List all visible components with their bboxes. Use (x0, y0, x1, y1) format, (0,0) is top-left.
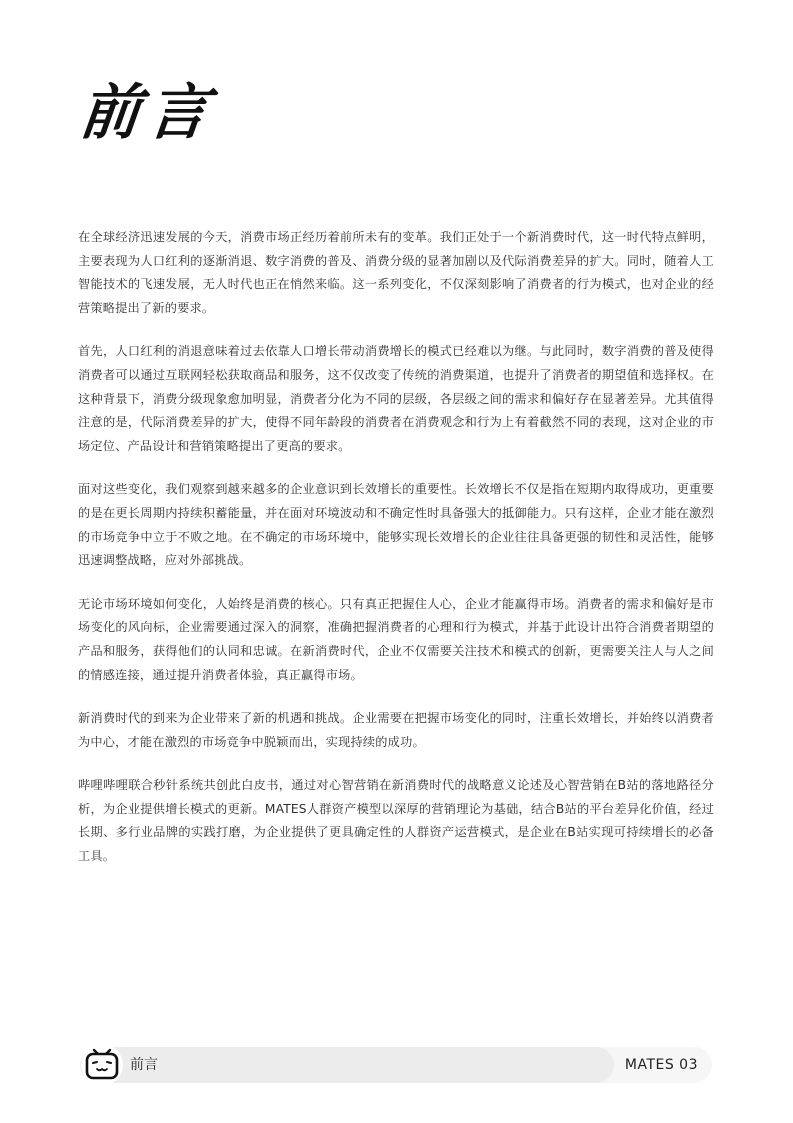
footer-page-number: MATES 03 (624, 1057, 698, 1073)
body-text (78, 226, 714, 889)
bilibili-tv-icon (80, 1043, 124, 1087)
page-title: 前言 (76, 78, 220, 148)
paragraph-1: 在全球经济迅速发展的今天，消费市场正经历着前所未有的变革。我们正处于一个新消费时代，这一时代特点鲜明，主要表现为人口红利的逐渐消退、数字消费的普及、消费分级的显著加剧以及代际消费差异的扩大。同时，随着人工智能技术的飞速发展，无人时代也正在悄然来临。这一系列变化，不仅深刻影响了消费者的行为模式，也对企业的经营策略提出了新的要求。 (78, 230, 714, 315)
paragraph-6: 哔哩哔哩联合秒针系统共创此白皮书，通过对心智营销在新消费时代的战略意义论述及心智营销在B站的落地路径分析，为企业提供增长模式的更新。MATES人群资产模型以深厚的营销理论为基础，结合B站的平台差异化价值，经过长期、多行业品牌的实践打磨，为企业提供了更具确定性的人群资产运营模式，是企业在B站实现可持续增长的必备工具。 (78, 778, 714, 864)
paragraph-4: 无论市场环境如何变化，人始终是消费的核心。只有真正把握住人心，企业才能赢得市场。消费者的需求和偏好是市场变化的风向标，企业需要通过深入的洞察，准确把握消费者的心理和行为模式，并基于此设计出符合消费者期望的产品和服务，获得他们的认同和忠诚。在新消费时代，企业不仅需要关注技术和模式的创新，更需要关注人与人之间的情感连接，通过提升消费者体验，真正赢得市场。 (78, 596, 714, 682)
footer-section-pill (80, 1047, 614, 1083)
paragraph-2: 首先，人口红利的消退意味着过去依靠人口增长带动消费增长的模式已经难以为继。与此同时，数字消费的普及使得消费者可以通过互联网轻松获取商品和服务，这不仅改变了传统的消费渠道，也提升了消费者的期望值和选择权。在这种背景下，消费分级现象愈加明显，消费者分化为不同的层级，各层级之间的需求和偏好存在显著差异。尤其值得注意的是，代际消费差异的扩大，使得不同年龄段的消费者在消费观念和行为上有着截然不同的表现，这对企业的市场定位、产品设计和营销策略提出了更高的要求。 (78, 344, 714, 453)
footer-bar (80, 1047, 712, 1083)
paragraph-3: 面对这些变化，我们观察到越来越多的企业意识到长效增长的重要性。长效增长不仅是指在短期内取得成功，更重要的是在更长周期内持续积蓄能量，并在面对环境波动和不确定性时具备强大的抵御能力。只有这样，企业才能在激烈的市场竞争中立于不败之地。在不确定的市场环境中，能够实现长效增长的企业往往具备更强的韧性和灵活性，能够迅速调整战略，应对外部挑战。 (78, 482, 714, 568)
paragraph-5: 新消费时代的到来为企业带来了新的机遇和挑战。企业需要在把握市场变化的同时，注重长效增长，并始终以消费者为中心，才能在激烈的市场竞争中脱颖而出，实现持续的成功。 (78, 711, 714, 749)
footer-section-label: 前言 (130, 1057, 158, 1073)
